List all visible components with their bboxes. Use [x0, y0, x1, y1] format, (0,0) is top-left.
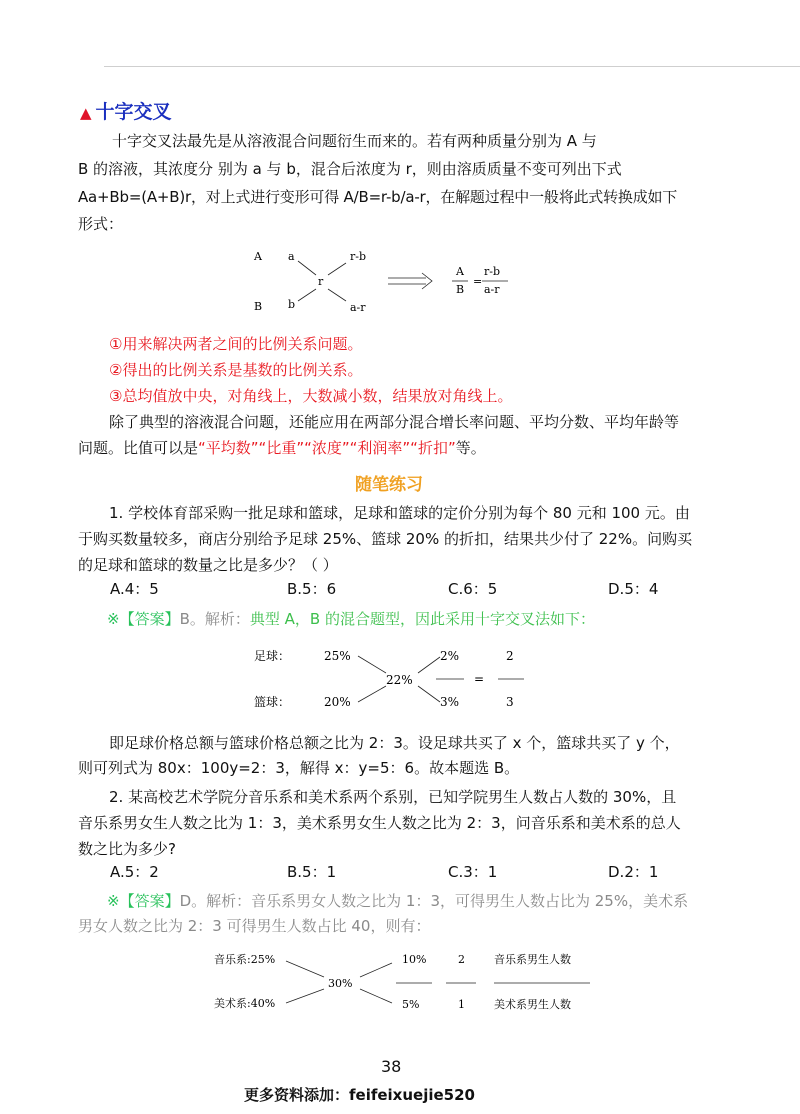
cross-diagram-q1 — [250, 640, 550, 720]
application-line-1: 除了典型的溶液混合问题，还能应用在两部分混合增长率问题、平均分数、平均年龄等 — [109, 413, 680, 431]
q1-explain-1: 即足球价格总额与篮球价格总额之比为 2：3。设足球共买了 x 个，篮球共买了 y 个， — [109, 734, 680, 752]
diag2-line-4 — [418, 686, 440, 702]
diag3-t1: 音乐系男生人数 — [494, 953, 571, 966]
point-3: ③总均值放中央，对角线上，大数减小数，结果放对角线上。 — [109, 387, 513, 405]
q1-answer-text: 典型 A，B 的混合题型，因此采用十字交叉法如下： — [249, 610, 595, 628]
diag1-line-1 — [298, 261, 316, 275]
intro-line-1: 十字交叉法最先是从溶液混合问题衍生而来的。若有两种质量分别为 A 与 — [112, 132, 597, 150]
q1-option-d: D.5：4 — [608, 580, 659, 598]
diag1-arrow-head — [422, 273, 432, 289]
intro-line-4: 形式： — [78, 215, 124, 233]
point-2: ②得出的比例关系是基数的比例关系。 — [109, 361, 363, 379]
q2-option-b: B.5：1 — [287, 863, 337, 881]
cross-diagram-general — [240, 245, 540, 320]
section-title: 十字交叉 — [95, 101, 172, 123]
page-number: 38 — [381, 1057, 402, 1076]
diag3-n1: 2 — [458, 953, 465, 966]
cross-diagram-q2 — [210, 945, 600, 1020]
practice-title: 随笔练习 — [355, 475, 423, 495]
q2-line-1: 2. 某高校艺术学院分音乐系和美术系两个系别，已知学院男生人数占人数的 30%，且 — [109, 788, 677, 806]
diag2-center: 22% — [386, 673, 413, 687]
diag3-line-3 — [360, 963, 392, 977]
point-1: ①用来解决两者之间的比例关系问题。 — [109, 335, 363, 353]
q2-answer-line-1 — [107, 888, 688, 914]
triangle-icon: ▲ — [80, 104, 92, 122]
q2-answer-line-2: 男女人数之比为 2：3 可得男生人数占比 40，则有： — [78, 917, 431, 935]
q2-answer-text-1: D。解析：音乐系男女人数之比为 1：3，可得男生人数占比为 25%，美术系 — [179, 892, 689, 910]
diag1-frac-B: B — [456, 283, 465, 296]
diag3-line-1 — [286, 961, 324, 977]
q1-answer-letter: B。解析： — [179, 610, 250, 628]
diag1-line-2 — [298, 289, 316, 301]
q1-option-b: B.5：6 — [287, 580, 337, 598]
application-line-2 — [78, 435, 486, 461]
q1-line-3: 的足球和篮球的数量之比是多少？（ ） — [78, 556, 338, 574]
diag2-n2: 3 — [506, 695, 514, 709]
q2-option-d: D.2：1 — [608, 863, 659, 881]
diag3-center: 30% — [328, 977, 353, 990]
diag3-label-2: 美术系:40% — [214, 997, 276, 1010]
application-suffix: 等。 — [455, 439, 486, 457]
q2-line-2: 音乐系男女生人数之比为 1：3，美术系男女生人数之比为 2：3，问音乐系和美术系的总人 — [78, 814, 681, 832]
diag2-r2: 3% — [440, 695, 460, 709]
section-heading — [80, 97, 172, 124]
header-rule — [104, 66, 800, 67]
diag1-ar: a-r — [350, 301, 366, 314]
diag3-line-4 — [360, 989, 392, 1003]
diag3-r1: 10% — [402, 953, 427, 966]
diag2-line-2 — [358, 686, 386, 702]
intro-line-2: B 的溶液，其浓度分 别为 a 与 b，混合后浓度为 r，则由溶质质量不变可列出下式 — [78, 160, 622, 178]
diag2-line-1 — [358, 656, 386, 673]
diag3-t2: 美术系男生人数 — [494, 998, 571, 1011]
diag2-label-2: 篮球： — [254, 695, 291, 709]
diag1-b: b — [288, 298, 296, 311]
diag2-n1: 2 — [506, 649, 514, 663]
diag1-eq: = — [473, 275, 483, 288]
q1-line-1: 1. 学校体育部采购一批足球和篮球，足球和篮球的定价分别为每个 80 元和 100 元。由 — [109, 504, 690, 522]
diag2-v1: 25% — [324, 649, 351, 663]
diag2-v2: 20% — [324, 695, 351, 709]
q2-answer-mark: ※【答案】 — [107, 892, 180, 910]
q1-answer — [107, 606, 595, 632]
footer-note: 更多资料添加：feifeixuejie520 — [244, 1086, 475, 1104]
q1-option-c: C.6：5 — [448, 580, 498, 598]
q2-line-3: 数之比为多少? — [78, 840, 176, 858]
q2-option-c: C.3：1 — [448, 863, 498, 881]
diag1-line-3 — [328, 263, 346, 275]
diag2-r1: 2% — [440, 649, 460, 663]
diag2-line-3 — [418, 657, 440, 673]
application-terms: “平均数”“比重”“浓度”“利润率”“折扣” — [198, 439, 456, 457]
diag3-line-2 — [286, 989, 324, 1003]
intro-line-3: Aa+Bb=(A+B)r，对上式进行变形可得 A/B=r-b/a-r，在解题过程中一般将此式转换成如下 — [78, 188, 678, 206]
q2-option-a: A.5：2 — [110, 863, 159, 881]
diag1-r: r — [318, 275, 324, 288]
diag2-label-1: 足球： — [254, 649, 291, 663]
diag3-label-1: 音乐系:25% — [214, 953, 276, 966]
diag1-frac-ar: a-r — [484, 283, 500, 296]
diag1-line-4 — [328, 289, 346, 301]
diag1-B: B — [254, 300, 263, 313]
q1-explain-2: 则可列式为 80x：100y=2：3，解得 x：y=5：6。故本题选 B。 — [78, 759, 520, 777]
diag3-n2: 1 — [458, 998, 465, 1011]
diag1-A: A — [254, 250, 262, 263]
diag1-frac-A: A — [456, 265, 464, 278]
diag1-a: a — [288, 250, 295, 263]
q1-option-a: A.4：5 — [110, 580, 159, 598]
diag2-eq: = — [474, 672, 485, 686]
diag1-rb: r-b — [350, 250, 367, 263]
q1-line-2: 于购买数量较多，商店分别给予足球 25%、篮球 20% 的折扣，结果共少付了 22%。问购买 — [78, 530, 693, 548]
application-prefix: 问题。比值可以是 — [78, 439, 199, 457]
diag3-r2: 5% — [402, 998, 420, 1011]
q1-answer-mark: ※【答案】 — [107, 610, 180, 628]
diag1-frac-rb: r-b — [484, 265, 501, 278]
